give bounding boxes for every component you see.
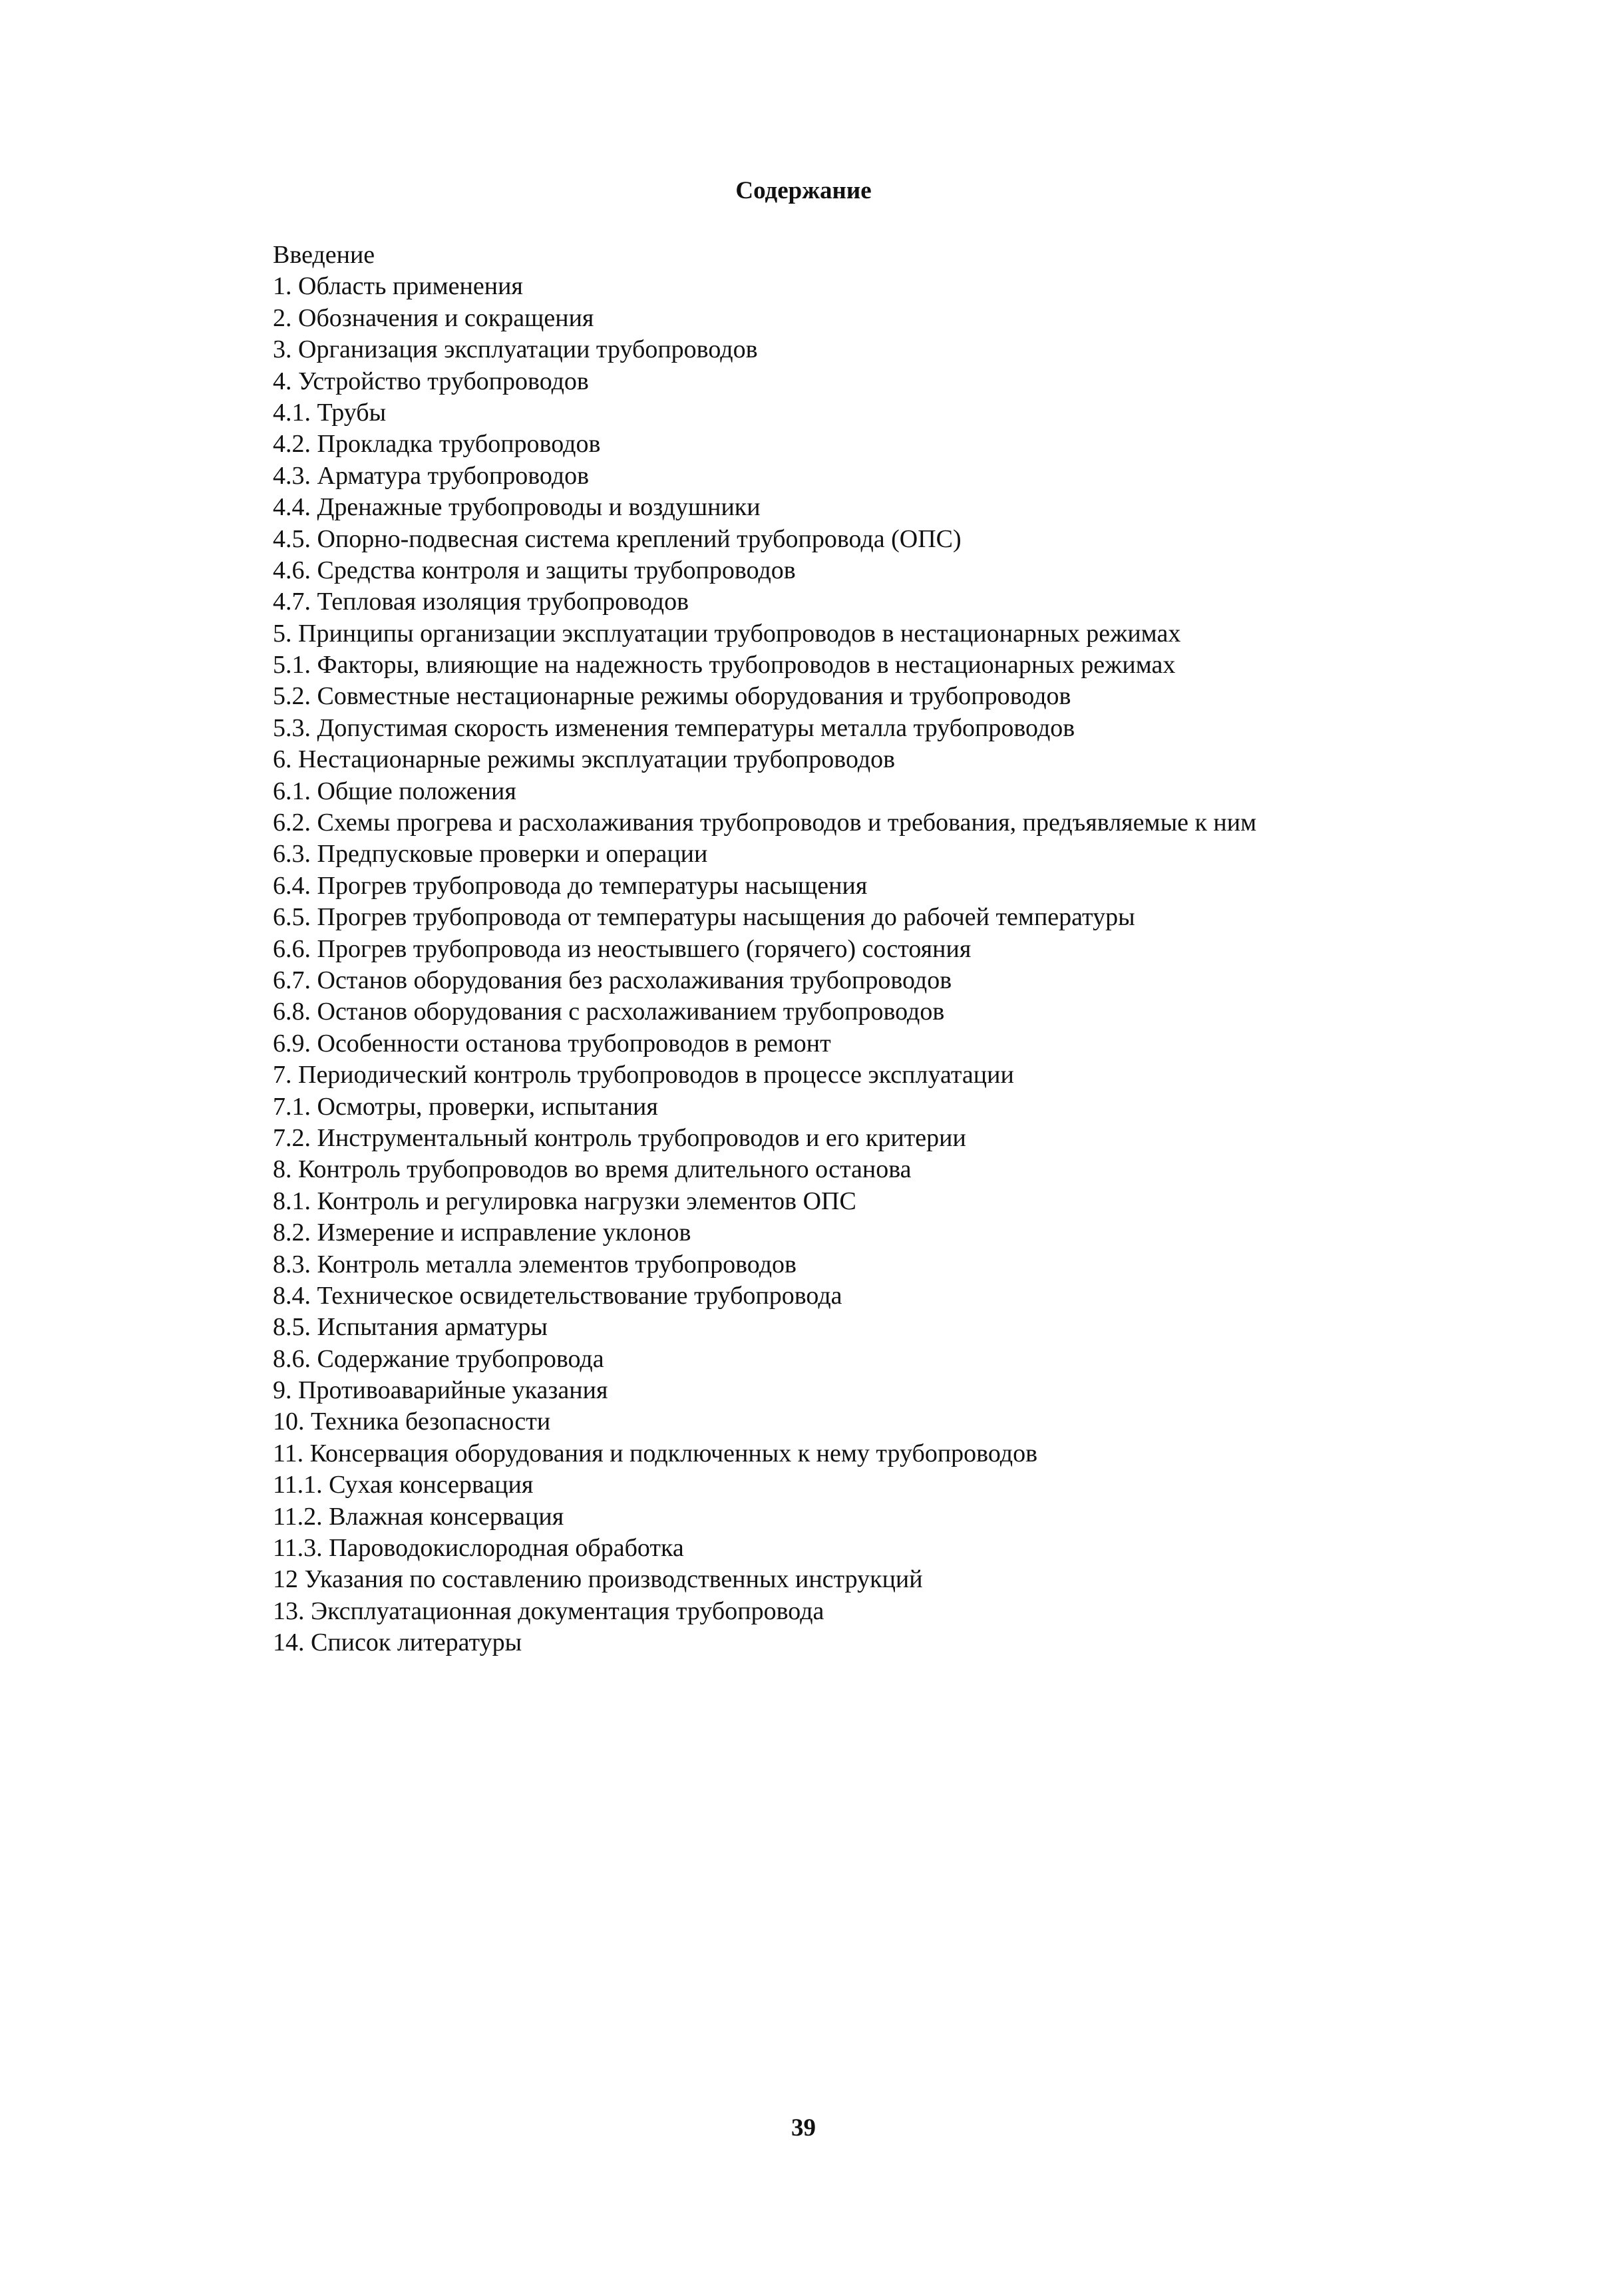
toc-entry: 5.1. Факторы, влияющие на надежность трубопроводов в нестационарных режимах bbox=[273, 651, 1176, 679]
toc-entry: 14. Список литературы bbox=[273, 1628, 522, 1657]
toc-entry: 8.6. Содержание трубопровода bbox=[273, 1344, 604, 1373]
toc-entry: 7. Периодический контроль трубопроводов в процессе эксплуатации bbox=[273, 1061, 1014, 1089]
toc-entry: 3. Организация эксплуатации трубопроводов bbox=[273, 335, 758, 364]
toc-entry: 7.2. Инструментальный контроль трубопроводов и его критерии bbox=[273, 1123, 966, 1152]
toc-entry: 6.6. Прогрев трубопровода из неостывшего (горячего) состояния bbox=[273, 934, 972, 963]
toc-entry: 6.3. Предпусковые проверки и операции bbox=[273, 840, 708, 868]
toc-entry: 4.3. Арматура трубопроводов bbox=[273, 461, 590, 490]
toc-entry: 4.4. Дренажные трубопроводы и воздушники bbox=[273, 493, 761, 522]
toc-entry: 1. Область применения bbox=[273, 272, 523, 301]
toc-entry: 8.1. Контроль и регулировка нагрузки элементов ОПС bbox=[273, 1187, 856, 1215]
toc-entry: 4.5. Опорно-подвесная система креплений трубопровода (ОПС) bbox=[273, 524, 962, 553]
toc-entry: 11.2. Влажная консервация bbox=[273, 1502, 564, 1531]
toc-entry: 6.5. Прогрев трубопровода от температуры насыщения до рабочей температуры bbox=[273, 903, 1135, 932]
toc-entry: 13. Эксплуатационная документация трубопровода bbox=[273, 1597, 824, 1625]
toc-entry: 2. Обозначения и сокращения bbox=[273, 303, 594, 332]
toc-entry: 6.4. Прогрев трубопровода до температуры насыщения bbox=[273, 871, 868, 900]
page-number: 39 bbox=[791, 2114, 816, 2142]
toc-entry: 8.3. Контроль металла элементов трубопроводов bbox=[273, 1250, 797, 1278]
toc-entry: 6.1. Общие положения bbox=[273, 777, 516, 805]
toc-entry: 6.9. Особенности останова трубопроводов в ремонт bbox=[273, 1029, 831, 1057]
toc-entry: 6.2. Схемы прогрева и расхолаживания трубопроводов и требования, предъявляемые к ним bbox=[273, 809, 1257, 837]
toc-entry: 8.2. Измерение и исправление уклонов bbox=[273, 1219, 691, 1247]
toc-entry: 11.1. Сухая консервация bbox=[273, 1471, 534, 1499]
toc-entry: 6. Нестационарные режимы эксплуатации трубопроводов bbox=[273, 745, 896, 774]
toc-entry: 7.1. Осмотры, проверки, испытания bbox=[273, 1092, 658, 1121]
toc-entry: 8.5. Испытания арматуры bbox=[273, 1313, 548, 1342]
toc-entry: 10. Техника безопасности bbox=[273, 1408, 551, 1436]
toc-entry: 8. Контроль трубопроводов во время длительного останова bbox=[273, 1155, 912, 1184]
toc-entry: 4.7. Тепловая изоляция трубопроводов bbox=[273, 588, 689, 616]
toc-entry: Введение bbox=[273, 241, 375, 269]
page-title: Содержание bbox=[735, 177, 872, 204]
toc-entry: 8.4. Техническое освидетельствование трубопровода bbox=[273, 1281, 842, 1310]
toc-entry: 4.6. Средства контроля и защиты трубопроводов bbox=[273, 556, 796, 584]
toc-entry: 5.2. Совместные нестационарные режимы оборудования и трубопроводов bbox=[273, 682, 1071, 711]
toc-entry: 9. Противоаварийные указания bbox=[273, 1376, 608, 1405]
toc-entry: 11.3. Пароводокислородная обработка bbox=[273, 1534, 684, 1563]
toc-entry: 11. Консервация оборудования и подключенных к нему трубопроводов bbox=[273, 1439, 1038, 1467]
toc-entry: 4. Устройство трубопроводов bbox=[273, 367, 589, 395]
toc-entry: 5.3. Допустимая скорость изменения температуры металла трубопроводов bbox=[273, 713, 1075, 742]
toc-entry: 5. Принципы организации эксплуатации трубопроводов в нестационарных режимах bbox=[273, 619, 1181, 648]
toc-entry: 6.8. Останов оборудования с расхолаживанием трубопроводов bbox=[273, 998, 945, 1026]
toc-entry: 12 Указания по составлению производственных инструкций bbox=[273, 1565, 923, 1594]
table-of-contents bbox=[273, 240, 1256, 1659]
toc-entry: 4.2. Прокладка трубопроводов bbox=[273, 430, 601, 459]
toc-entry: 6.7. Останов оборудования без расхолаживания трубопроводов bbox=[273, 966, 952, 994]
toc-entry: 4.1. Трубы bbox=[273, 398, 387, 427]
